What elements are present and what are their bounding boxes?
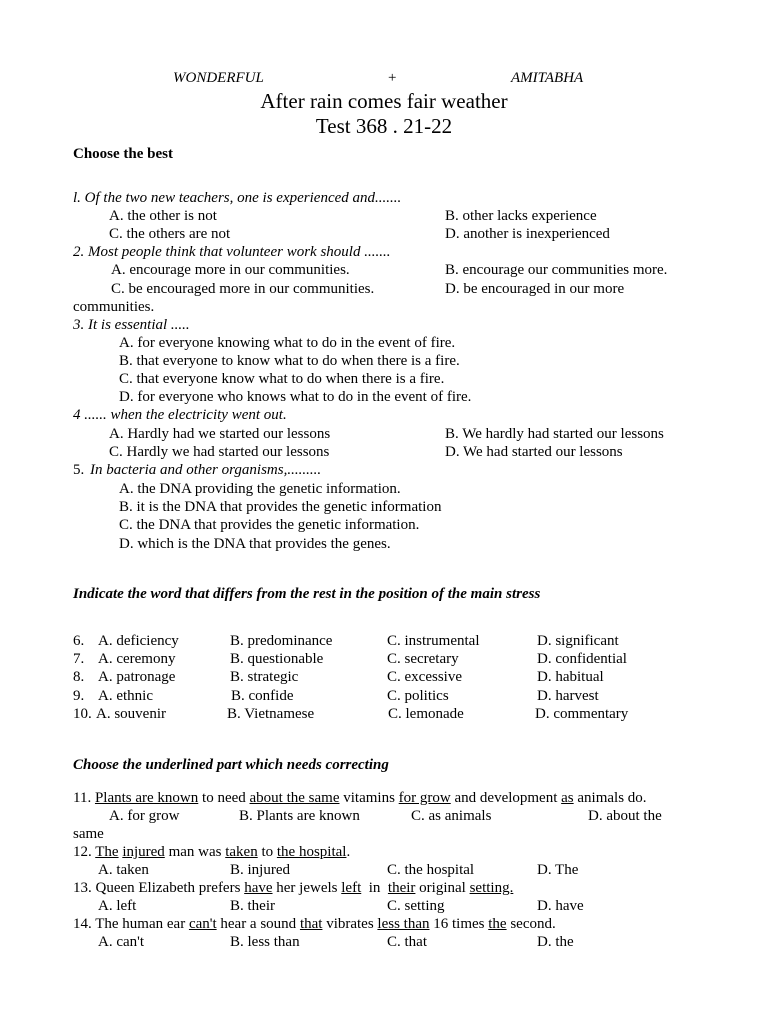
sentence-text: and development xyxy=(450,790,562,806)
sentence-text: vitamins xyxy=(339,790,399,806)
question-sentence xyxy=(73,879,513,897)
sentence-text: original xyxy=(415,880,470,896)
underlined-part: less than xyxy=(377,916,430,932)
option-d: D. which is the DNA that provides the genes. xyxy=(119,536,391,552)
section-heading: Choose the underlined part which needs correcting xyxy=(73,757,389,773)
option-b: B. strategic xyxy=(230,669,299,685)
sentence-text: 14. The human ear xyxy=(73,916,189,932)
sentence-text: second. xyxy=(506,916,556,932)
option-d: D. have xyxy=(537,898,584,914)
option-wrap: same xyxy=(73,826,104,842)
question-stem: l. Of the two new teachers, one is experienced and....... xyxy=(73,190,402,206)
option-c: C. the hospital xyxy=(387,862,475,878)
sentence-text: animals do. xyxy=(573,790,647,806)
option-a: A. can't xyxy=(98,934,145,950)
option-c: C. that everyone know what to do when there is a fire. xyxy=(119,371,445,387)
option-d: D. habitual xyxy=(537,669,604,685)
option-b: B. less than xyxy=(230,934,300,950)
underlined-part: for grow xyxy=(398,790,451,806)
question-number: 5. xyxy=(73,462,85,478)
option-wrap: communities. xyxy=(73,299,155,315)
option-b: B. injured xyxy=(230,862,290,878)
sentence-text: 12. xyxy=(73,844,96,860)
option-b: B. encourage our communities more. xyxy=(445,262,668,278)
underlined-part: taken xyxy=(225,844,258,860)
option-c: C. that xyxy=(387,934,427,950)
page-title: After rain comes fair weather xyxy=(260,89,508,113)
row-number: 7. xyxy=(73,651,85,667)
option-a: A. the DNA providing the genetic information. xyxy=(119,481,401,497)
sentence-text: her jewels xyxy=(272,880,342,896)
sentence-text: . xyxy=(346,844,351,860)
option-c: C. be encouraged more in our communities. xyxy=(111,281,375,297)
header-plus: + xyxy=(388,70,397,86)
option-c: C. the others are not xyxy=(109,226,231,242)
sentence-text: vibrates xyxy=(322,916,378,932)
underlined-part: setting. xyxy=(469,880,514,896)
option-b: B. predominance xyxy=(230,633,333,649)
underlined-part: the hospital xyxy=(276,844,347,860)
option-a: A. for everyone knowing what to do in the event of fire. xyxy=(119,335,456,351)
underlined-part: left xyxy=(341,880,362,896)
underlined-part: can't xyxy=(188,916,217,932)
section-heading: Choose the best xyxy=(73,146,173,162)
option-c: C. as animals xyxy=(411,808,492,824)
row-number: 10. xyxy=(73,706,92,722)
option-c: C. setting xyxy=(387,898,445,914)
option-d: D. commentary xyxy=(535,706,629,722)
option-d: D. for everyone who knows what to do in the event of fire. xyxy=(119,389,472,405)
sentence-text: to need xyxy=(198,790,250,806)
option-a: A. left xyxy=(98,898,137,914)
question-sentence xyxy=(73,843,350,861)
underlined-part: the xyxy=(488,916,507,932)
question-stem: 3. It is essential ..... xyxy=(73,317,190,333)
option-a: A. encourage more in our communities. xyxy=(111,262,350,278)
option-c: C. Hardly we had started our lessons xyxy=(109,444,330,460)
underlined-part: their xyxy=(387,880,416,896)
row-number: 8. xyxy=(73,669,85,685)
option-d: D. the xyxy=(537,934,574,950)
option-d: D. harvest xyxy=(537,688,599,704)
underlined-part: The xyxy=(95,844,119,860)
option-d: D. We had started our lessons xyxy=(445,444,623,460)
header-right: AMITABHA xyxy=(511,70,584,86)
question-stem: 2. Most people think that volunteer work should ....... xyxy=(73,244,391,260)
option-d: D. be encouraged in our more xyxy=(445,281,625,297)
underlined-part: have xyxy=(244,880,273,896)
row-number: 9. xyxy=(73,688,85,704)
underlined-part: injured xyxy=(122,844,165,860)
option-c: C. instrumental xyxy=(387,633,480,649)
option-a: A. deficiency xyxy=(98,633,179,649)
option-b: B. We hardly had started our lessons xyxy=(445,426,664,442)
underlined-part: that xyxy=(299,916,323,932)
option-a: A. for grow xyxy=(109,808,180,824)
option-b: B. Plants are known xyxy=(239,808,360,824)
sentence-text: in xyxy=(361,880,388,896)
sentence-text: 16 times xyxy=(429,916,489,932)
option-c: C. lemonade xyxy=(388,706,464,722)
option-a: A. patronage xyxy=(98,669,176,685)
question-sentence xyxy=(73,915,556,933)
option-c: C. the DNA that provides the genetic information. xyxy=(119,517,420,533)
option-c: C. excessive xyxy=(387,669,462,685)
section-heading: Indicate the word that differs from the rest in the position of the main stress xyxy=(73,586,541,602)
sentence-text: 11. xyxy=(73,790,95,806)
option-d: D. The xyxy=(537,862,579,878)
sentence-text: to xyxy=(257,844,277,860)
option-a: A. the other is not xyxy=(109,208,217,224)
option-b: B. it is the DNA that provides the genetic information xyxy=(119,499,442,515)
question-sentence xyxy=(73,789,647,807)
option-b: B. Vietnamese xyxy=(227,706,315,722)
question-stem: 4 ...... when the electricity went out. xyxy=(73,407,287,423)
sentence-text: hear a sound xyxy=(216,916,300,932)
underlined-part: Plants are known xyxy=(94,790,199,806)
option-a: A. souvenir xyxy=(96,706,166,722)
question-stem: In bacteria and other organisms,......... xyxy=(90,462,322,478)
page-subtitle: Test 368 . 21-22 xyxy=(315,114,453,138)
option-d: D. confidential xyxy=(537,651,627,667)
sentence-text: man was xyxy=(164,844,226,860)
header-left: WONDERFUL xyxy=(173,70,264,86)
option-c: C. politics xyxy=(387,688,449,704)
option-d: D. significant xyxy=(537,633,619,649)
option-a: A. Hardly had we started our lessons xyxy=(109,426,331,442)
underlined-part: as xyxy=(561,790,574,806)
option-d: D. another is inexperienced xyxy=(445,226,610,242)
option-a: A. taken xyxy=(98,862,149,878)
row-number: 6. xyxy=(73,633,85,649)
option-b: B. confide xyxy=(231,688,294,704)
option-a: A. ethnic xyxy=(98,688,153,704)
option-c: C. secretary xyxy=(387,651,459,667)
sentence-text: 13. Queen Elizabeth prefers xyxy=(73,880,245,896)
option-b: B. their xyxy=(230,898,275,914)
option-b: B. that everyone to know what to do when there is a fire. xyxy=(119,353,460,369)
option-d: D. about the xyxy=(588,808,662,824)
option-b: B. questionable xyxy=(230,651,324,667)
underlined-part: about the same xyxy=(249,790,340,806)
option-b: B. other lacks experience xyxy=(445,208,597,224)
option-a: A. ceremony xyxy=(98,651,176,667)
